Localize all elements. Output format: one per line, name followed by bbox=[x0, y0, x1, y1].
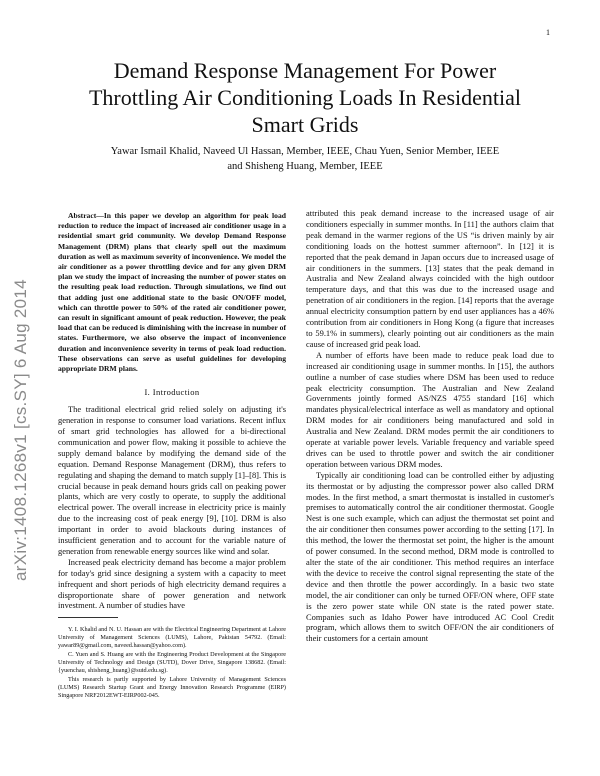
author-block bbox=[70, 145, 540, 174]
right-column bbox=[306, 208, 554, 644]
footnote: This research is partly supported by Lahore University of Management Sciences (LUMS) Research Startup Grant and Energy Innovation Research Programme (EIRP) Singapore NRF2012EWT-EIRP002-045. bbox=[58, 676, 286, 700]
abstract: Abstract—In this paper we develop an algorithm for peak load reduction to reduce the impact of increased air conditioner usage in a residential smart grid community. We develop Demand Response Management (DRM) plans that clearly spell out the maximum duration as well as maximum severity of inconvenience. We model the air conditioner as a power throttling device and for any given DRM plan we study the impact of increasing the number of power states on the resulting peak load reduction. Through simulations, we find out that adding just one additional state to the basic ON/OFF model, which can throttle power to 50% of the rated air conditioner power, can result in significant amount of peak reduction. However, the peak load that can be reduced is diminishing with the increase in number of states. Furthermore, we also observe the impact of inconvenience duration and inconvenience severity in terms of peak load reduction. These observations can serve as useful guidelines for developing appropriate DRM plans. bbox=[58, 211, 286, 374]
footnotes bbox=[58, 626, 286, 700]
left-column bbox=[58, 211, 286, 701]
footnote: Y. I. Khalid and N. U. Hassan are with the Electrical Engineering Department at Lahore University of Management Sciences (LUMS), Lahore, Pakistan 54792. (Email: yawar89@gmail.com, naveed.hassan@yahoo.com). bbox=[58, 626, 286, 650]
body-paragraph: attributed this peak demand increase to the increased usage of air conditioners especially in summer months. In [11] the authors claim that peak demand in the warmer regions of the US “is driven mainly by air conditioning loads on the hottest summer afternoon”. In [12] it is reported that the peak demand in Japan occurs due to increased usage of air conditioners in the summers. [13] states that the peak demand in Australia and New Zealand always coincided with the high outdoor temperature days, and that this was due to the increased usage and penetration of air conditioners in the region. [14] reports that the average annual electricity consumption pattern by end user appliances has a 46% contribution from air conditioners in Hong Kong (a figure that increases to 59.1% in summers), clearly pointing out air conditioners as the main cause of increased grid peak load. bbox=[306, 208, 554, 349]
body-paragraph: A number of efforts have been made to reduce peak load due to increased air conditioning usage in summer months. In [15], the authors outline a number of case studies where DSM has been used to reduce peak electricity consumption. The Australian and New Zealand Governments jointly formed AS/NZS 4755 standard [16] which mandates physical/electrical interface as well as mandatory and optional DRM modes for air conditioners being manufactured and sold in Australia and New Zealand. DRM modes permit the air conditioners to operate at variable power levels. Variable frequency and variable speed drives can be used to throttle power and switch the air conditioner operation between various DRM modes. bbox=[306, 349, 554, 469]
footnote-divider bbox=[58, 617, 118, 618]
section-heading: I. Introduction bbox=[144, 387, 200, 398]
page-number: 1 bbox=[546, 28, 550, 37]
arxiv-id: arXiv:1408.1268v1 [cs.SY] 6 Aug 2014 bbox=[11, 279, 30, 581]
body-paragraph: The traditional electrical grid relied solely on adjusting it's generation in response to consumer load variations. Recent influx of smart grid technologies has allowed for a bi-directional communication and power flow, making it possible to achieve the supply demand balance by modifying the demand side of the equation. Demand Response Management (DRM), thus refers to regulating and shaping the demand to match supply [1]–[8]. This is crucial because in peak demand hours grids call on peaking power plants, which are very costly to operate, to supply the additional electrical power. The overall increase in electricity price is mainly due to the increasing cost of peak energy [9], [10]. DRM is also important in order to avoid blackouts during instances of insufficient generation and to account for the variable nature of generation from renewable energy sources like wind and solar. bbox=[58, 404, 286, 556]
arxiv-watermark bbox=[4, 210, 38, 650]
footnote: C. Yuen and S. Huang are with the Engineering Product Development at the Singapore University of Technology and Design (SUTD), Dover Drive, Singapore 138682. (Email: {yuenchau, shisheng_huang}@sutd.edu.sg). bbox=[58, 651, 286, 675]
authors-line-2: and Shisheng Huang, Member, IEEE bbox=[227, 160, 383, 172]
body-paragraph: Increased peak electricity demand has become a major problem for today's grid since designing a system with a capacity to meet infrequent and short periods of high electricity demand requires a disproportionate share of power generation and network investment. A number of studies have bbox=[58, 556, 286, 611]
authors-line-1: Yawar Ismail Khalid, Naveed Ul Hassan, Member, IEEE, Chau Yuen, Senior Member, IEEE bbox=[110, 146, 500, 157]
paper-title: Demand Response Management For Power Throttling Air Conditioning Loads In Residential Smart Grids bbox=[88, 58, 522, 137]
body-paragraph: Typically air conditioning load can be controlled either by adjusting its thermostat or by adjusting the compressor power also called DRM modes. In the first method, a smart thermostat is installed in customer's premises to automatically control the air conditioner thermostat. Google Nest is one such example, which can adjust the thermostat set point and the air conditioner then consumes power according to the setting [17]. In this method, the lower the thermostat set point, the higher is the amount of power consumed. In the second method, DRM mode is controlled to alter the state of the air conditioner. This method requires an interface with the device to receive the control signal representing the state of the device and then throttle the power accordingly. In a basic two state model, the air conditioner can only be turned OFF/ON where, OFF state is the zero power state while ON state is the rated power state. Companies such as Idaho Power have introduced AC Cool Credit program, which allows them to switch OFF/ON the air conditioners of their customers for a certain amount bbox=[306, 469, 554, 644]
